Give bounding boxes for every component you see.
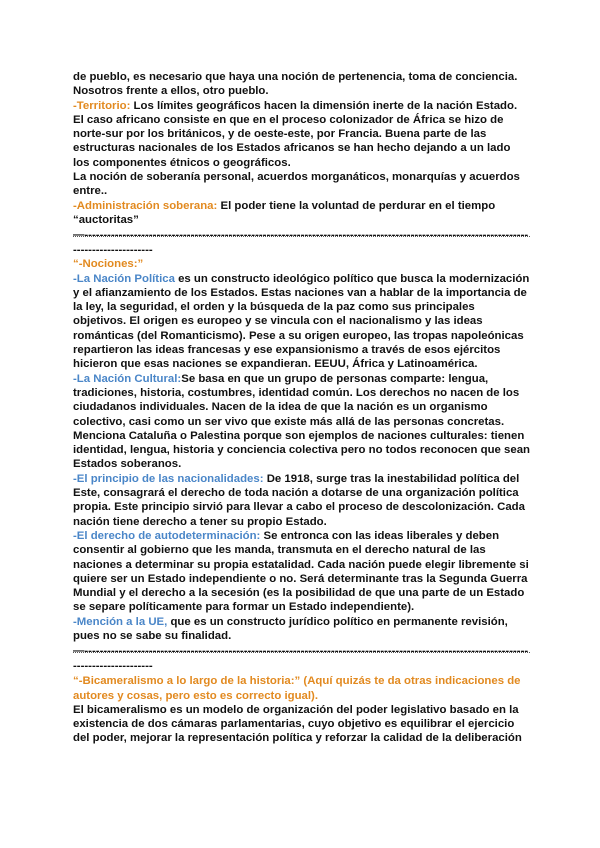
paragraph-pueblo-line1: de pueblo, es necesario que haya una noción de pertenencia, toma de conciencia. [73, 71, 518, 83]
mencion-ue-text: que es un constructo jurídico político en permanente revisión, pues no se sabe su finalidad. [73, 615, 508, 642]
administracion-label: -Administración soberana: [73, 199, 218, 212]
paragraph-nacion-cultural [73, 372, 530, 472]
nacion-politica-label: -La Nación Política [73, 272, 175, 285]
principio-label: -El principio de las nacionalidades: [73, 472, 264, 485]
administracion-text: El poder tiene la voluntad de perdurar en el tiempo “auctoritas” [73, 199, 496, 226]
territorio-label: -Territorio: [73, 99, 131, 112]
bicameralismo-heading: “-Bicameralismo a lo largo de la historia:” [73, 675, 301, 688]
paragraph-nacion-politica [73, 272, 530, 372]
bicameralismo-note: (Aquí quizás te da otras indicaciones de autores y cosas, pero esto es correcto igual). [73, 675, 521, 702]
paragraph-autodeterminacion [73, 529, 530, 615]
mencion-ue-label: -Mención a la UE, [73, 615, 168, 628]
autodeterminacion-text: Se entronca con las ideas liberales y deben consentir al gobierno que les manda, transmuta en el derecho natural de las naciones a determinar su propia estatalidad. Cada nación puede elegir libremente si quiere ser un Estado independiente o no. Será determinante tras la Segunda Guerra Mundial y el derecho a la secesión (es la posibilidad de que una parte de un Estado se separe políticamente para formar un Estado independiente). [73, 529, 529, 614]
paragraph-pueblo-line2: Nosotros frente a ellos, otro pueblo. [73, 85, 269, 98]
nacion-politica-text: es un constructo ideológico político que busca la modernización y el afianzamiento de los Estados. Estas naciones van a hablar de la importancia de la ley, la seguridad, el orden y la búsqueda de la paz como sus principales objetivos. El origen es europeo y se vincula con el nacionalismo y las ideas románticas (del Romanticismo). Pese a su origen europeo, las tropas napoleónicas repartieron las ideas francesas y ese expansionismo a través de esos ejércitos hicieron que esas naciones se expandieran. EEUU, África y Latinoamérica. [73, 272, 530, 371]
heading-nociones: “-Nociones:” [73, 258, 144, 271]
paragraph-territorio [73, 99, 530, 170]
nacion-cultural-text: Se basa en que un grupo de personas comparte: lengua, tradiciones, historia, costumbres, identidad común. Los derechos no nacen de los ciudadanos individuales. Nacen de la idea de que la nación es un organismo colectivo, casi como un ser vivo que existe más allá de las personas concretas. Menciona Cataluña o Palestina porque son ejemplos de naciones culturales: tienen identidad, lengua, historia y conciencia colectiva pero no todos reconocen que sean Estados soberanos. [73, 372, 530, 471]
paragraph-administracion [73, 199, 530, 228]
paragraph-mencion-ue [73, 615, 530, 644]
principio-text: De 1918, surge tras la inestabilidad política del Este, consagrará el derecho de toda nación a dotarse de una organización política propia. Este principio sirvió para llevar a cabo el proceso de descolonización. Cada nación tiene derecho a tener su propio Estado. [73, 472, 525, 528]
separator-line: —------------------------------------------------------------------------------------------------------------------------------------------ [73, 645, 529, 672]
autodeterminacion-label: -El derecho de autodeterminación: [73, 529, 261, 542]
heading-bicameralismo [73, 674, 530, 703]
territorio-text: Los límites geográficos hacen la dimensión inerte de la nación Estado. El caso africano consiste en que en el proceso colonizador de África se hizo de norte-sur por los británicos, y de oeste-este, por Francia. Buena parte de las estructuras nacionales de los Estados africanos se han hecho dejando a un lado los componentes étnicos o geográficos. [73, 99, 518, 169]
paragraph-soberania-personal: La noción de soberanía personal, acuerdos morganáticos, monarquías y acuerdos entre.. [73, 171, 520, 198]
separator-line: —------------------------------------------------------------------------------------------------------------------------------------------ [73, 229, 529, 256]
paragraph-principio-nacionalidades [73, 472, 530, 529]
nacion-cultural-label: -La Nación Cultural: [73, 372, 182, 385]
paragraph-bicameralismo: El bicameralismo es un modelo de organización del poder legislativo basado en la existencia de dos cámaras parlamentarias, cuyo objetivo es equilibrar el ejercicio del poder, mejorar la representación política y reforzar la calidad de la deliberación [73, 703, 522, 745]
